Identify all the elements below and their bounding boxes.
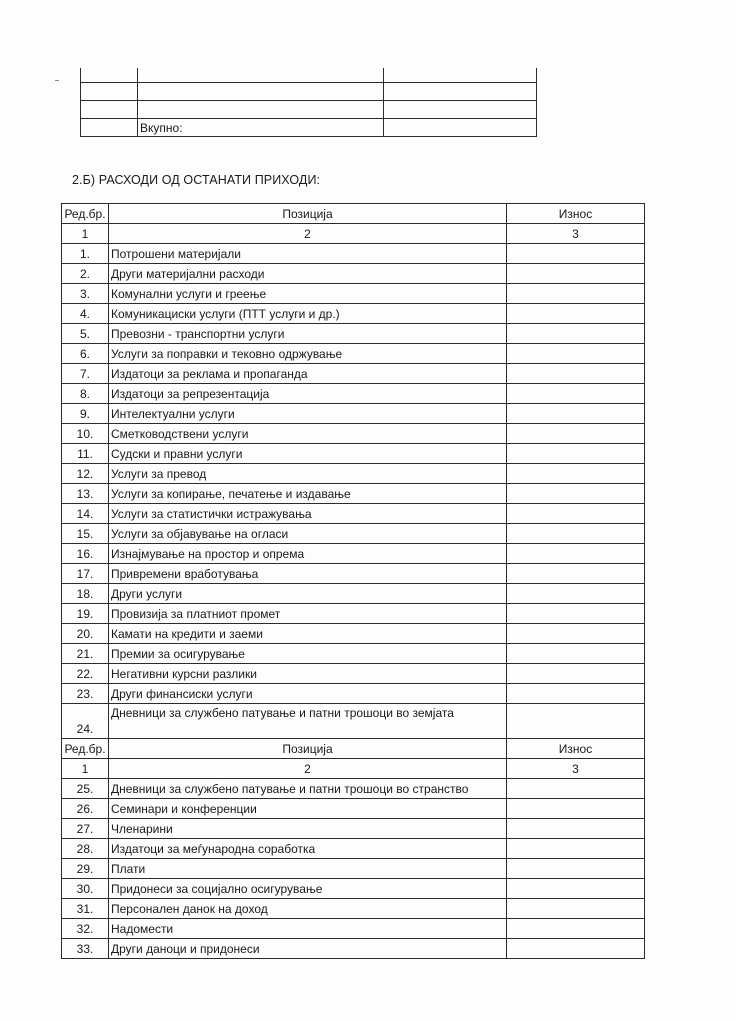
- row-position: Придонеси за социјално осигурување: [109, 879, 507, 899]
- row-position: Дневници за службено патување и патни трошоци во земјата: [109, 704, 507, 739]
- row-position: Дневници за службено патување и патни трошоци во странство: [109, 779, 507, 799]
- row-position: Други услуги: [109, 584, 507, 604]
- column-number-row: [62, 759, 645, 779]
- table-row: [62, 284, 645, 304]
- row-amount: [507, 484, 645, 504]
- cell: [81, 83, 138, 101]
- row-amount: [507, 899, 645, 919]
- row-position: Услуги за поправки и тековно одржување: [109, 344, 507, 364]
- row-number: 8.: [62, 384, 109, 404]
- row-position: Комуникациски услуги (ПТТ услуги и др.): [109, 304, 507, 324]
- expenses-table-part-2: [62, 739, 645, 959]
- row-position: Услуги за копирање, печатење и издавање: [109, 484, 507, 504]
- row-number: 19.: [62, 604, 109, 624]
- row-position: Издатоци за репрезентација: [109, 384, 507, 404]
- row-amount: [507, 819, 645, 839]
- table-row: [62, 524, 645, 544]
- row-position: Плати: [109, 859, 507, 879]
- row-position: Потрошени материјали: [109, 244, 507, 264]
- row-amount: [507, 364, 645, 384]
- colnum-3: 3: [507, 224, 645, 244]
- row-amount: [507, 284, 645, 304]
- header-num: Ред.бр.: [62, 204, 109, 224]
- row-amount: [507, 444, 645, 464]
- header-amount: Износ: [507, 204, 645, 224]
- row-amount: [507, 779, 645, 799]
- row-amount: [507, 704, 645, 739]
- row-number: 22.: [62, 664, 109, 684]
- table-row: [62, 919, 645, 939]
- row-number: 31.: [62, 899, 109, 919]
- table-row: [62, 584, 645, 604]
- row-number: 27.: [62, 819, 109, 839]
- table-row: [62, 344, 645, 364]
- table-row: [62, 304, 645, 324]
- header-row: [62, 204, 645, 224]
- row-amount: [507, 799, 645, 819]
- table-row: [81, 68, 537, 83]
- table-row: [62, 544, 645, 564]
- row-number: 4.: [62, 304, 109, 324]
- table-row: [62, 879, 645, 899]
- table-row: [62, 779, 645, 799]
- row-position: Услуги за објавување на огласи: [109, 524, 507, 544]
- row-number: 18.: [62, 584, 109, 604]
- row-amount: [507, 879, 645, 899]
- row-amount: [507, 564, 645, 584]
- row-position: Комунални услуги и греење: [109, 284, 507, 304]
- row-amount: [507, 684, 645, 704]
- row-position: Превозни - транспортни услуги: [109, 324, 507, 344]
- row-number: 33.: [62, 939, 109, 959]
- section-heading: 2.Б) РАСХОДИ ОД ОСТАНАТИ ПРИХОДИ:: [72, 173, 321, 187]
- table-row: [62, 839, 645, 859]
- cell: [138, 68, 384, 83]
- row-number: 28.: [62, 839, 109, 859]
- table-row: [62, 384, 645, 404]
- row-amount: [507, 264, 645, 284]
- header-amount: Износ: [507, 739, 645, 759]
- cell: [81, 101, 138, 119]
- table-row: [62, 404, 645, 424]
- table-row: [62, 484, 645, 504]
- row-amount: [507, 664, 645, 684]
- row-amount: [507, 504, 645, 524]
- row-amount: [507, 839, 645, 859]
- row-position: Други финансиски услуги: [109, 684, 507, 704]
- header-num: Ред.бр.: [62, 739, 109, 759]
- header-row: [62, 739, 645, 759]
- row-number: 14.: [62, 504, 109, 524]
- row-position: Судски и правни услуги: [109, 444, 507, 464]
- row-amount: [507, 424, 645, 444]
- table-row: [62, 424, 645, 444]
- row-amount: [507, 544, 645, 564]
- table-row: [62, 684, 645, 704]
- row-amount: [507, 919, 645, 939]
- table-row: [62, 664, 645, 684]
- colnum-2: 2: [109, 224, 507, 244]
- row-number: 10.: [62, 424, 109, 444]
- row-number: 11.: [62, 444, 109, 464]
- row-position: Семинари и конференции: [109, 799, 507, 819]
- column-number-row: [62, 224, 645, 244]
- row-amount: [507, 524, 645, 544]
- row-number: 24.: [62, 704, 109, 739]
- row-position: Други даноци и придонеси: [109, 939, 507, 959]
- row-number: 16.: [62, 544, 109, 564]
- row-number: 3.: [62, 284, 109, 304]
- row-number: 13.: [62, 484, 109, 504]
- row-number: 21.: [62, 644, 109, 664]
- row-position: Интелектуални услуги: [109, 404, 507, 424]
- row-number: 7.: [62, 364, 109, 384]
- row-position: Издатоци за реклама и пропаганда: [109, 364, 507, 384]
- row-position: Сметководствени услуги: [109, 424, 507, 444]
- total-label: Вкупно:: [138, 119, 384, 137]
- row-position: Услуги за статистички истражувања: [109, 504, 507, 524]
- row-amount: [507, 324, 645, 344]
- row-amount: [507, 624, 645, 644]
- row-amount: [507, 604, 645, 624]
- row-position: Издатоци за меѓународна соработка: [109, 839, 507, 859]
- table-row: [62, 899, 645, 919]
- table-row: [62, 244, 645, 264]
- total-amount-cell: [384, 119, 537, 137]
- row-number: 26.: [62, 799, 109, 819]
- row-number: 25.: [62, 779, 109, 799]
- row-number: 9.: [62, 404, 109, 424]
- total-row: [81, 119, 537, 137]
- table-row: [62, 644, 645, 664]
- cell: [384, 68, 537, 83]
- previous-table-continuation: [80, 68, 537, 137]
- row-number: 15.: [62, 524, 109, 544]
- table-row: [62, 819, 645, 839]
- row-number: 17.: [62, 564, 109, 584]
- row-position: Членарини: [109, 819, 507, 839]
- cell: [81, 68, 138, 83]
- row-amount: [507, 344, 645, 364]
- row-position: Надомести: [109, 919, 507, 939]
- row-number: 30.: [62, 879, 109, 899]
- row-amount: [507, 404, 645, 424]
- colnum-1: 1: [62, 224, 109, 244]
- row-number: 12.: [62, 464, 109, 484]
- row-number: 23.: [62, 684, 109, 704]
- table-row: [62, 859, 645, 879]
- row-position: Премии за осигурување: [109, 644, 507, 664]
- table-row: [62, 564, 645, 584]
- table-row: [62, 624, 645, 644]
- row-number: 1.: [62, 244, 109, 264]
- table-row: [62, 264, 645, 284]
- table-row: [62, 799, 645, 819]
- cell: [138, 83, 384, 101]
- row-number: 32.: [62, 919, 109, 939]
- cell: [384, 83, 537, 101]
- row-amount: [507, 304, 645, 324]
- colnum-3: 3: [507, 759, 645, 779]
- row-amount: [507, 244, 645, 264]
- colnum-1: 1: [62, 759, 109, 779]
- table-row: [62, 604, 645, 624]
- row-amount: [507, 384, 645, 404]
- row-amount: [507, 644, 645, 664]
- row-position: Персонален данок на доход: [109, 899, 507, 919]
- row-amount: [507, 939, 645, 959]
- table-row: [62, 704, 645, 739]
- table-row: [62, 504, 645, 524]
- table-row: [81, 83, 537, 101]
- cell: [81, 119, 138, 137]
- row-position: Провизија за платниот промет: [109, 604, 507, 624]
- table-row: [62, 464, 645, 484]
- row-amount: [507, 859, 645, 879]
- row-amount: [507, 464, 645, 484]
- row-number: 2.: [62, 264, 109, 284]
- table-row: [62, 364, 645, 384]
- row-amount: [507, 584, 645, 604]
- row-number: 5.: [62, 324, 109, 344]
- row-position: Камати на кредити и заеми: [109, 624, 507, 644]
- row-number: 29.: [62, 859, 109, 879]
- cell: [138, 101, 384, 119]
- table-row: [62, 939, 645, 959]
- header-position: Позиција: [109, 739, 507, 759]
- cell: [384, 101, 537, 119]
- row-position: Негативни курсни разлики: [109, 664, 507, 684]
- table-row: [81, 101, 537, 119]
- row-position: Услуги за превод: [109, 464, 507, 484]
- colnum-2: 2: [109, 759, 507, 779]
- row-position: Други материјални расходи: [109, 264, 507, 284]
- table-row: [62, 324, 645, 344]
- table-row: [62, 444, 645, 464]
- scan-mark: [55, 80, 59, 81]
- expenses-table-part-1: [62, 204, 645, 739]
- row-number: 20.: [62, 624, 109, 644]
- header-position: Позиција: [109, 204, 507, 224]
- expenses-table: [61, 203, 645, 959]
- row-number: 6.: [62, 344, 109, 364]
- row-position: Изнајмување на простор и опрема: [109, 544, 507, 564]
- row-position: Привремени вработувања: [109, 564, 507, 584]
